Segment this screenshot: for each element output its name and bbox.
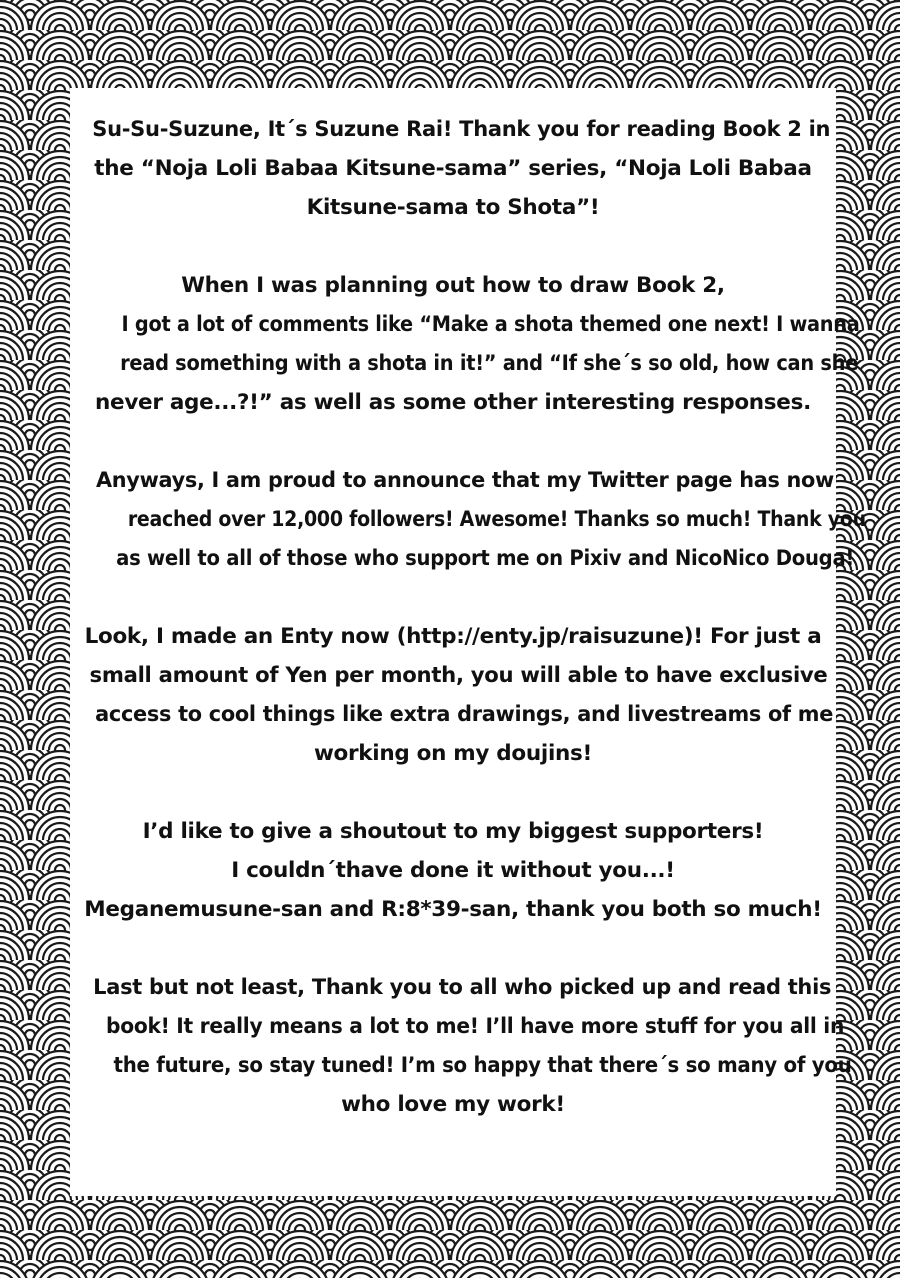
- text-line: never age...?!” as well as some other interesting responses.: [95, 390, 811, 415]
- text-line: Look, I made an Enty now (http://enty.jp/raisuzune)! For just a: [84, 624, 822, 649]
- text-line: working on my doujins!: [313, 741, 593, 766]
- paragraph-shoutout: [84, 812, 822, 929]
- paragraph-closing: [84, 968, 852, 1124]
- text-line: When I was planning out how to draw Book 2,: [181, 273, 725, 298]
- text-line: I got a lot of comments like “Make a shota themed one next! I wanna: [121, 312, 860, 337]
- text-line: the future, so stay tuned! I’m so happy that there´s so many of you: [113, 1053, 852, 1078]
- text-line: reached over 12,000 followers! Awesome! Thanks so much! Thank you: [127, 507, 866, 532]
- text-line: Su-Su-Suzune, It´s Suzune Rai! Thank you for reading Book 2 in: [92, 117, 831, 142]
- text-line: read something with a shota in it!” and “If she´s so old, how can she: [120, 351, 859, 376]
- text-line: access to cool things like extra drawings, and livestreams of me: [95, 702, 834, 727]
- text-line: Last but not least, Thank you to all who picked up and read this: [93, 975, 832, 1000]
- text-line: who love my work!: [341, 1092, 565, 1117]
- text-line: as well to all of those who support me on Pixiv and NicoNico Douga!: [116, 546, 855, 571]
- paragraph-enty: [84, 617, 834, 773]
- paragraph-greeting: [84, 110, 831, 227]
- text-line: the “Noja Loli Babaa Kitsune-sama” series, “Noja Loli Babaa: [94, 156, 812, 181]
- text-line: Anyways, I am proud to announce that my Twitter page has now: [95, 468, 834, 493]
- text-line: book! It really means a lot to me! I’ll have more stuff for you all in: [106, 1014, 845, 1039]
- paragraph-followers: [84, 461, 866, 578]
- paragraph-planning: [84, 266, 860, 422]
- text-line: Meganemusune-san and R:8*39-san, thank you both so much!: [84, 897, 822, 922]
- text-line: I’d like to give a shoutout to my biggest supporters!: [142, 819, 764, 844]
- text-line: I couldn´thave done it without you...!: [231, 858, 675, 883]
- afterword-panel: [70, 88, 866, 1196]
- text-line: Kitsune-sama to Shota”!: [306, 195, 600, 220]
- text-line: small amount of Yen per month, you will able to have exclusive: [89, 663, 828, 688]
